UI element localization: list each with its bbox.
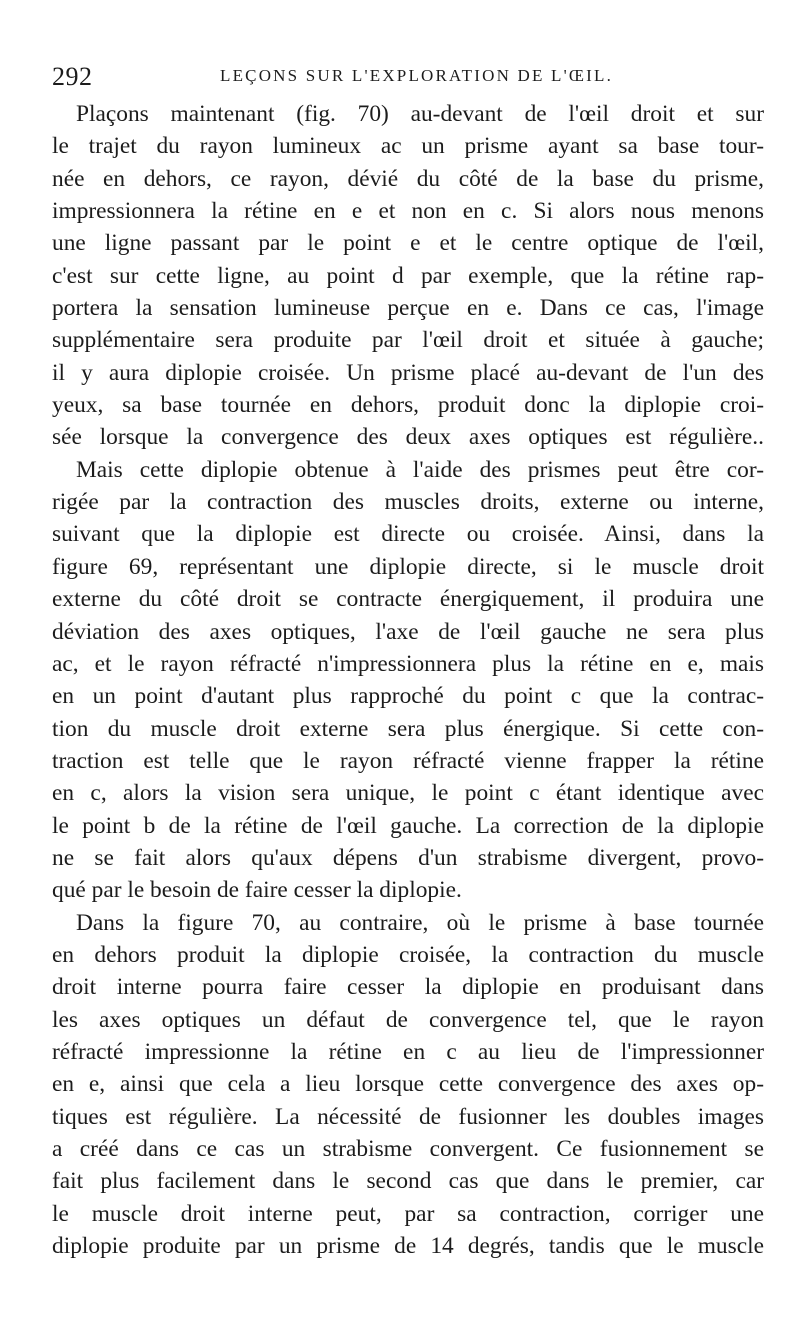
text-line: le muscle droit interne peut, par sa contraction, corriger une	[52, 1200, 764, 1227]
text-line: supplémentaire sera produite par l'œil droit et située à gauche;	[52, 327, 764, 354]
text-line: a créé dans ce cas un strabisme convergent. Ce fusionnement se	[52, 1136, 764, 1162]
text-line: figure 69, représentant une diplopie directe, si le muscle droit	[52, 553, 764, 580]
text-line: tion du muscle droit externe sera plus énergique. Si cette con-	[52, 715, 764, 742]
text-line: le trajet du rayon lumineux ac un prisme ayant sa base tour-	[52, 133, 764, 160]
text-line: née en dehors, ce rayon, dévié du côté de la base du prisme,	[52, 165, 764, 192]
body-text	[52, 98, 764, 1262]
text-line: sée lorsque la convergence des deux axes optiques est régulière..	[52, 424, 764, 451]
text-line: une ligne passant par le point e et le centre optique de l'œil,	[52, 230, 764, 257]
text-line: ne se fait alors qu'aux dépens d'un strabisme divergent, provo-	[52, 844, 764, 871]
text-line: droit interne pourra faire cesser la diplopie en produisant dans	[52, 974, 764, 1001]
text-line: Dans la figure 70, au contraire, où le prisme à base tournée	[76, 909, 764, 936]
text-line: traction est telle que le rayon réfracté vienne frapper la rétine	[52, 747, 764, 774]
text-line: impressionnera la rétine en e et non en c. Si alors nous menons	[52, 198, 764, 225]
text-line: en e, ainsi que cela a lieu lorsque cette convergence des axes op-	[52, 1071, 764, 1098]
text-line: externe du côté droit se contracte énergiquement, il produira une	[52, 586, 764, 613]
text-line: suivant que la diplopie est directe ou croisée. Ainsi, dans la	[52, 521, 764, 548]
running-title: LEÇONS SUR L'EXPLORATION DE L'ŒIL.	[220, 66, 614, 85]
text-line: Plaçons maintenant (fig. 70) au-devant de l'œil droit et sur	[76, 101, 764, 127]
text-line: portera la sensation lumineuse perçue en e. Dans ce cas, l'image	[52, 295, 764, 322]
text-line: le point b de la rétine de l'œil gauche. La correction de la diplopie	[52, 812, 764, 839]
text-line: Mais cette diplopie obtenue à l'aide des prismes peut être cor-	[76, 456, 764, 483]
text-line: fait plus facilement dans le second cas que dans le premier, car	[52, 1168, 764, 1195]
text-line: qué par le besoin de faire cesser la diplopie.	[52, 877, 462, 904]
running-head	[52, 62, 764, 96]
text-line: en c, alors la vision sera unique, le point c étant identique avec	[52, 780, 764, 807]
text-line: tiques est régulière. La nécessité de fusionner les doubles images	[52, 1103, 764, 1130]
text-line: yeux, sa base tournée en dehors, produit donc la diplopie croi-	[52, 392, 764, 419]
text-line: diplopie produite par un prisme de 14 degrés, tandis que le muscle	[52, 1233, 764, 1260]
book-page	[52, 62, 764, 1262]
text-line: c'est sur cette ligne, au point d par exemple, que la rétine rap-	[52, 262, 764, 289]
text-line: déviation des axes optiques, l'axe de l'œil gauche ne sera plus	[52, 618, 764, 645]
text-line: réfracté impressionne la rétine en c au lieu de l'impressionner	[52, 1038, 764, 1065]
page-number: 292	[52, 62, 93, 91]
text-line: en dehors produit la diplopie croisée, la contraction du muscle	[52, 941, 764, 968]
text-line: en un point d'autant plus rapproché du point c que la contrac-	[52, 683, 764, 710]
text-line: les axes optiques un défaut de convergence tel, que le rayon	[52, 1006, 764, 1033]
text-line: ac, et le rayon réfracté n'impressionnera plus la rétine en e, mais	[52, 650, 764, 677]
text-line: rigée par la contraction des muscles droits, externe ou interne,	[52, 489, 764, 516]
text-line: il y aura diplopie croisée. Un prisme placé au-devant de l'un des	[52, 359, 764, 386]
